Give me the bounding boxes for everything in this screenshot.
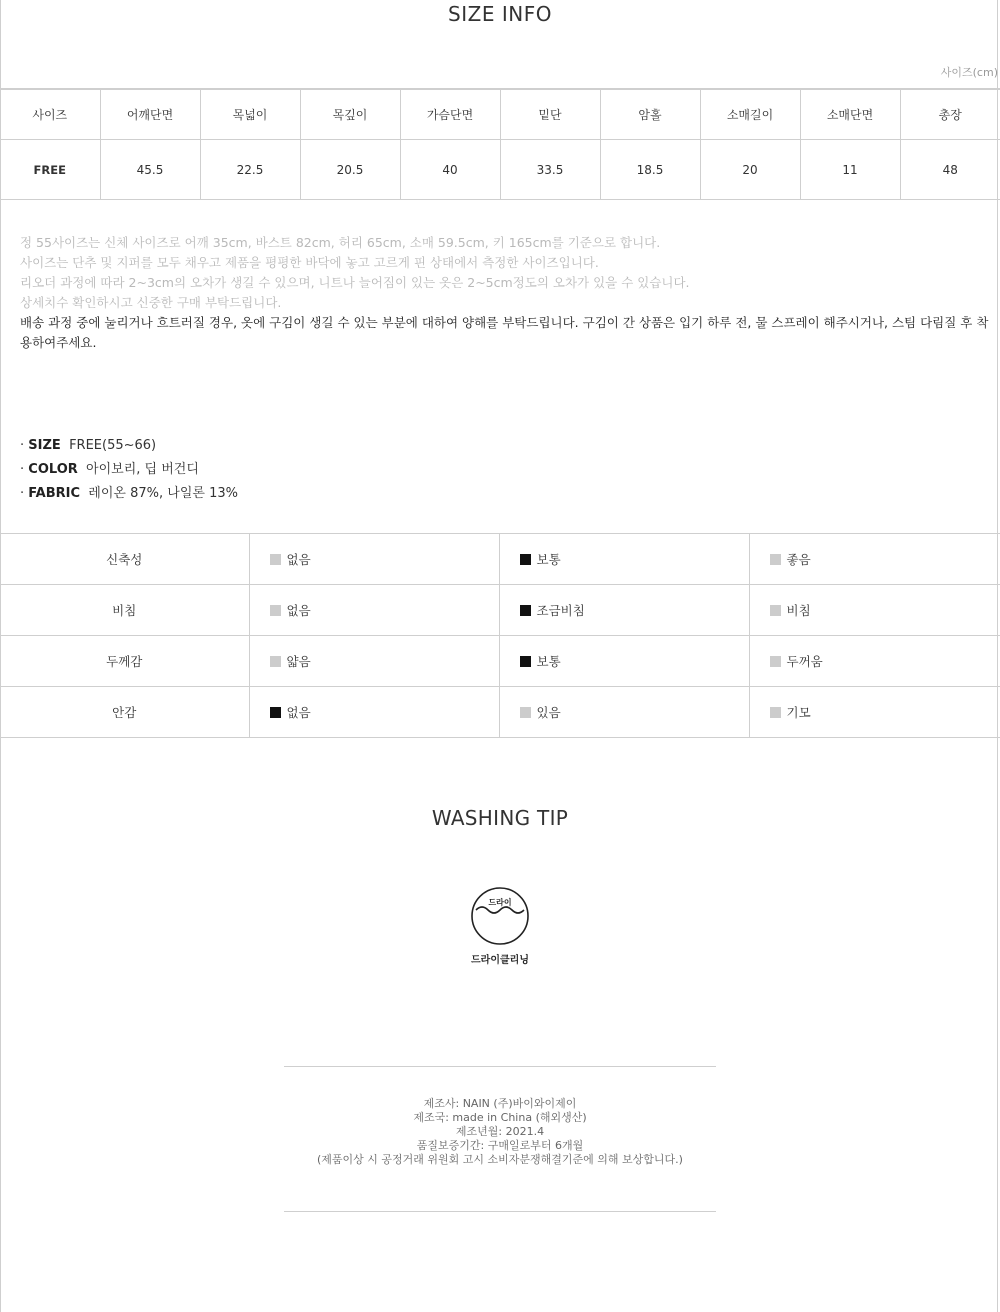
checkbox-square-icon [770,554,781,565]
feature-option: 얇음 [249,636,499,687]
note-line: 리오더 과정에 따라 2~3cm의 오차가 생길 수 있으며, 니트나 늘어짐이 있는 옷은 2~5cm정도의 오차가 있을 수 있습니다. [20,275,690,290]
size-notes [20,233,995,353]
checkbox-square-icon [770,656,781,667]
info-divider-bottom [284,1211,716,1212]
checkbox-square-icon [270,707,281,718]
feature-option: 비침 [749,585,1000,636]
info-line: (제품이상 시 공정거래 위원회 고시 소비자분쟁해결기준에 의해 보상합니다.) [317,1153,683,1166]
spec-color: · COLOR 아이보리, 딥 버건디 [20,462,199,477]
feature-option: 보통 [499,534,749,585]
manufacturer-info [0,1097,1000,1167]
note-line: 정 55사이즈는 신체 사이즈로 어깨 35cm, 바스트 82cm, 허리 65cm, 소매 59.5cm, 키 165cm를 기준으로 합니다. [20,235,661,250]
size-table [0,89,1000,200]
size-header-cell: 가슴단면 [400,90,500,140]
spec-fabric-value: 레이온 87%, 나일론 13% [88,486,238,501]
spec-size-key: SIZE [28,438,61,453]
note-line: 상세치수 확인하시고 신중한 구매 부탁드립니다. [20,295,282,310]
size-header-cell: 사이즈 [0,90,100,140]
dry-clean-icon [470,886,530,946]
spec-fabric-key: FABRIC [28,486,81,501]
spec-size: · SIZE FREE(55~66) [20,438,157,453]
checkbox-square-icon [770,707,781,718]
feature-option: 없음 [249,585,499,636]
size-header-cell: 목깊이 [300,90,400,140]
product-spec [20,434,238,506]
size-header-cell: 암홀 [600,90,700,140]
checkbox-square-icon [520,554,531,565]
size-value-cell: FREE [0,140,100,200]
washing-caption: 드라이클리닝 [471,955,529,966]
info-line: 제조년월: 2021.4 [455,1125,545,1138]
feature-option: 없음 [249,687,499,738]
feature-label: 두께감 [0,636,249,687]
feature-table [0,533,1000,738]
note-line: 사이즈는 단추 및 지퍼를 모두 채우고 제품을 평평한 바닥에 놓고 고르게 핀 상태에서 측정한 사이즈입니다. [20,255,599,270]
size-info-title: SIZE INFO [448,2,552,26]
feature-option: 좋음 [749,534,1000,585]
feature-row-stretch [0,534,1000,585]
feature-option: 두꺼움 [749,636,1000,687]
size-value-cell: 11 [800,140,900,200]
checkbox-square-icon [270,554,281,565]
feature-label: 신축성 [0,534,249,585]
size-value-cell: 18.5 [600,140,700,200]
feature-label: 안감 [0,687,249,738]
spec-fabric: · FABRIC 레이온 87%, 나일론 13% [20,486,238,501]
feature-row-lining [0,687,1000,738]
checkbox-square-icon [270,656,281,667]
size-header-cell: 총장 [900,90,1000,140]
size-value-cell: 20 [700,140,800,200]
checkbox-square-icon [770,605,781,616]
size-value-cell: 45.5 [100,140,200,200]
spec-size-value: FREE(55~66) [69,438,157,453]
delivery-note: 배송 과정 중에 눌리거나 흐트러질 경우, 옷에 구김이 생길 수 있는 부분에 대하여 양해를 부탁드립니다. 구김이 간 상품은 입기 하루 전, 물 스프레이 해주시거나, 스팀 다림질 후 착용하여주세요. [20,315,989,350]
size-unit-label: 사이즈(cm) [940,66,998,79]
feature-option: 있음 [499,687,749,738]
feature-option: 조금비침 [499,585,749,636]
spec-color-value: 아이보리, 딥 버건디 [86,462,199,477]
size-header-cell: 목넓이 [200,90,300,140]
feature-label: 비침 [0,585,249,636]
size-header-cell: 어깨단면 [100,90,200,140]
checkbox-square-icon [520,707,531,718]
info-divider-top [284,1066,716,1067]
checkbox-square-icon [520,605,531,616]
size-table-value-row [0,140,1000,200]
size-value-cell: 33.5 [500,140,600,200]
feature-row-thickness [0,636,1000,687]
feature-row-sheer [0,585,1000,636]
spec-color-key: COLOR [28,462,78,477]
size-value-cell: 20.5 [300,140,400,200]
feature-option: 없음 [249,534,499,585]
info-line: 품질보증기간: 구매일로부터 6개월 [416,1139,584,1152]
feature-option: 기모 [749,687,1000,738]
size-header-cell: 소매길이 [700,90,800,140]
dry-clean-icon-text: 드라이 [488,898,512,907]
size-table-header-row [0,90,1000,140]
info-line: 제조국: made in China (해외생산) [413,1111,587,1124]
washing-tip-title: WASHING TIP [431,806,569,830]
checkbox-square-icon [270,605,281,616]
size-value-cell: 22.5 [200,140,300,200]
checkbox-square-icon [520,656,531,667]
size-value-cell: 40 [400,140,500,200]
size-value-cell: 48 [900,140,1000,200]
info-line: 제조사: NAIN (주)바이와이제이 [423,1097,577,1110]
feature-option: 보통 [499,636,749,687]
size-header-cell: 밑단 [500,90,600,140]
size-header-cell: 소매단면 [800,90,900,140]
